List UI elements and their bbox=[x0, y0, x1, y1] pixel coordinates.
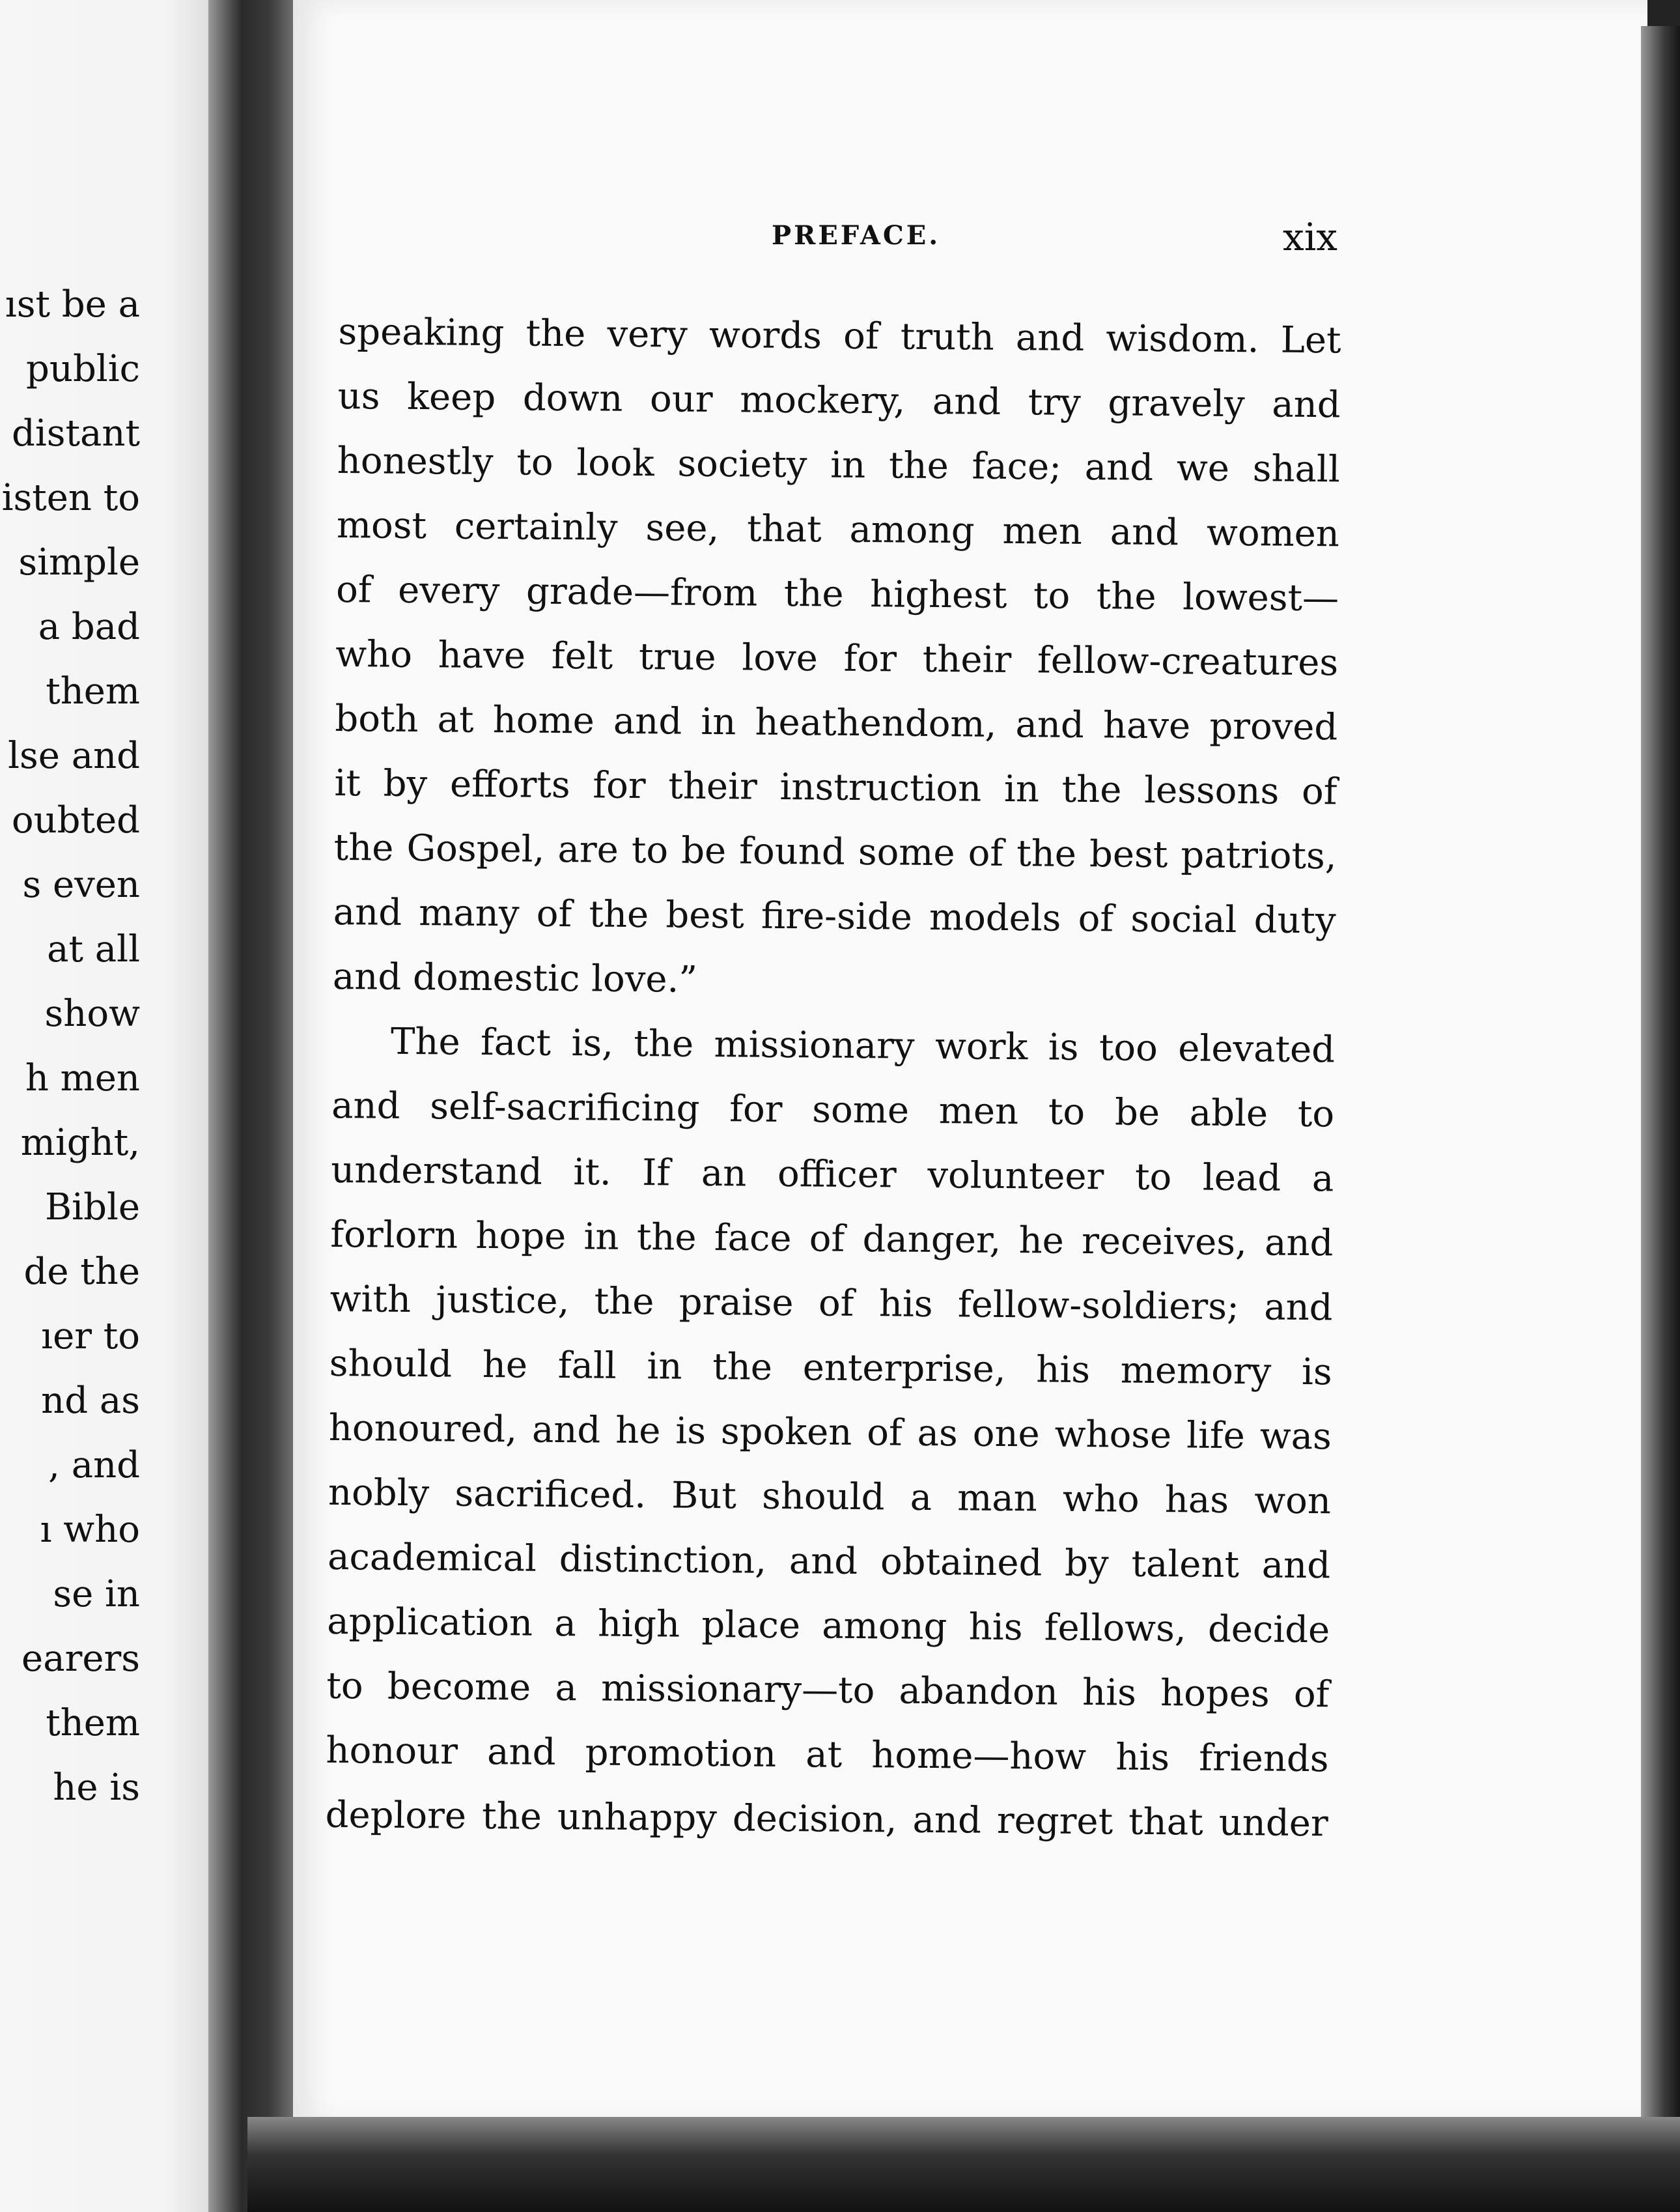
text-line: us keep down our mockery, and try gravely and bbox=[337, 375, 1341, 427]
left-line-fragment: h men bbox=[25, 1057, 140, 1099]
text-line: who have felt true love for their fellow-creatures bbox=[335, 632, 1339, 685]
left-line-fragment: them bbox=[46, 670, 140, 713]
text-line: both at home and in heathendom, and have proved bbox=[335, 697, 1338, 749]
left-line-fragment: ıst be a bbox=[5, 287, 140, 326]
text-line: deplore the unhappy decision, and regret that under bbox=[325, 1793, 1328, 1845]
text-line: nobly sacrificed. But should a man who has won bbox=[328, 1471, 1332, 1523]
page-edge-shadow bbox=[1641, 26, 1680, 2212]
left-line-fragment: show bbox=[44, 993, 140, 1035]
text-line: application a high place among his fellows, decide bbox=[327, 1600, 1330, 1652]
left-line-fragment: he is bbox=[53, 1766, 140, 1809]
running-head: PREFACE. bbox=[772, 220, 941, 251]
left-line-fragment: simple bbox=[18, 541, 140, 584]
left-line-fragment: ıer to bbox=[41, 1315, 140, 1357]
page-bottom-shadow bbox=[247, 2117, 1680, 2212]
text-line: should he fall in the enterprise, his memory is bbox=[329, 1342, 1332, 1394]
left-page-text bbox=[0, 287, 140, 1850]
left-line-fragment: oubted bbox=[11, 799, 140, 842]
left-line-fragment: s even bbox=[22, 864, 140, 906]
page-number: xix bbox=[1283, 215, 1337, 259]
left-line-fragment: public bbox=[26, 348, 140, 390]
left-line-fragment: at all bbox=[47, 928, 140, 971]
left-line-fragment: might, bbox=[20, 1122, 140, 1164]
text-line: and many of the best fire-side models of social duty bbox=[333, 890, 1337, 943]
text-line: it by efforts for their instruction in the lessons of bbox=[334, 761, 1337, 814]
left-line-fragment: earers bbox=[21, 1638, 140, 1680]
text-line: and self-sacrificing for some men to be able to bbox=[331, 1084, 1335, 1136]
text-line: understand it. If an officer volunteer to lead a bbox=[331, 1148, 1334, 1200]
left-line-fragment: de the bbox=[23, 1251, 140, 1293]
text-line: of every grade—from the highest to the lowest— bbox=[335, 568, 1339, 620]
left-line-fragment: nd as bbox=[41, 1380, 140, 1422]
text-line: to become a missionary—to abandon his hopes of bbox=[326, 1664, 1330, 1716]
left-line-fragment: lse and bbox=[8, 735, 140, 777]
text-line: the Gospel, are to be found some of the best patriots, bbox=[333, 826, 1337, 878]
text-line: honoured, and he is spoken of as one whose life was bbox=[328, 1406, 1332, 1458]
left-line-fragment: se in bbox=[53, 1573, 140, 1615]
text-line: speaking the very words of truth and wisdom. Let bbox=[338, 310, 1341, 362]
left-line-fragment: them bbox=[46, 1702, 140, 1744]
left-line-fragment: , and bbox=[48, 1444, 140, 1486]
left-line-fragment: distant bbox=[12, 412, 140, 455]
text-line: honour and promotion at home—how his friends bbox=[326, 1729, 1329, 1781]
text-line: most certainly see, that among men and women bbox=[336, 503, 1340, 556]
text-line: and domestic love.” bbox=[332, 955, 698, 1001]
body-text bbox=[325, 300, 1341, 1856]
paragraph-start-line: The fact is, the missionary work is too elevated bbox=[390, 1020, 1336, 1071]
text-line: honestly to look society in the face; and we shall bbox=[337, 439, 1341, 491]
text-line: with justice, the praise of his fellow-soldiers; and bbox=[329, 1277, 1333, 1329]
left-facing-page bbox=[0, 0, 241, 2212]
left-line-fragment: ı who bbox=[40, 1509, 140, 1551]
left-line-fragment: isten to bbox=[1, 477, 140, 519]
text-line: academical distinction, and obtained by talent and bbox=[327, 1535, 1331, 1587]
left-line-fragment: Bible bbox=[45, 1186, 140, 1228]
text-line: forlorn hope in the face of danger, he receives, and bbox=[330, 1213, 1334, 1265]
left-line-fragment: a bad bbox=[38, 606, 140, 648]
